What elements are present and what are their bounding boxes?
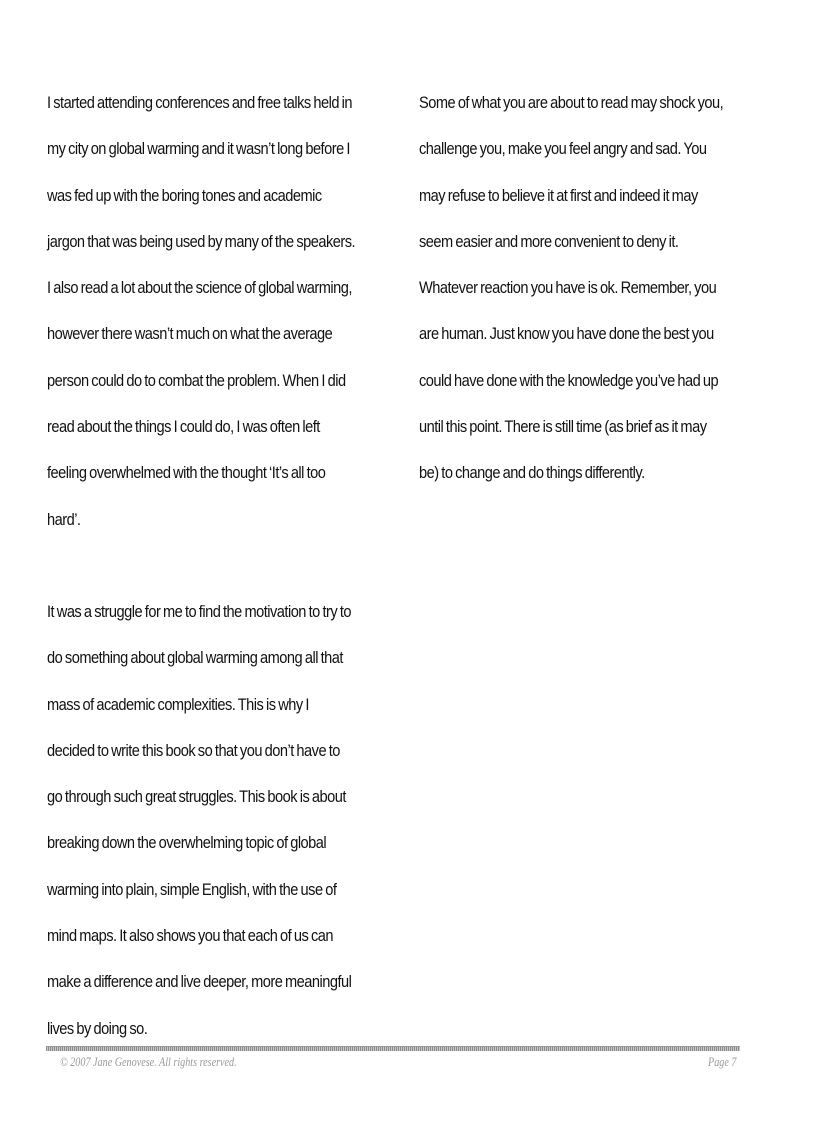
- text-line: jargon that was being used by many of the speakers.: [47, 231, 356, 251]
- text-line: Whatever reaction you have is ok. Remember, you: [419, 278, 717, 298]
- text-line: do something about global warming among all that: [47, 648, 343, 668]
- text-line: make a difference and live deeper, more meaningful: [47, 972, 352, 992]
- text-line: hard’.: [47, 509, 81, 529]
- text-line: was fed up with the boring tones and academic: [47, 185, 322, 205]
- footer-copyright: © 2007 Jane Genovese. All rights reserved.: [60, 1054, 237, 1069]
- text-line: I also read a lot about the science of global warming,: [47, 278, 352, 298]
- text-line: It was a struggle for me to find the motivation to try to: [47, 601, 351, 621]
- page-number: Page 7: [707, 1054, 736, 1069]
- text-line: Some of what you are about to read may shock you,: [419, 93, 724, 112]
- text-line: are human. Just know you have done the best you: [419, 324, 714, 344]
- text-line: read about the things I could do, I was often left: [47, 417, 320, 437]
- text-line: breaking down the overwhelming topic of global: [47, 833, 327, 853]
- text-line: my city on global warming and it wasn’t long before I: [47, 139, 350, 159]
- text-line: be) to change and do things differently.: [419, 463, 645, 483]
- text-line: until this point. There is still time (as brief as it may: [419, 417, 707, 437]
- left-column: [47, 80, 381, 1098]
- text-line: however there wasn’t much on what the average: [47, 324, 333, 344]
- body-paragraph: [47, 589, 381, 1052]
- text-line: seem easier and more convenient to deny it.: [419, 231, 679, 251]
- text-line: decided to write this book so that you don’t have to: [47, 740, 340, 760]
- text-line: mind maps. It also shows you that each of us can: [47, 926, 334, 946]
- footer-divider: [46, 1046, 740, 1051]
- text-line: mass of academic complexities. This is why I: [47, 694, 309, 714]
- text-line: lives by doing so.: [47, 1018, 148, 1038]
- text-line: could have done with the knowledge you’ve had up: [419, 370, 719, 390]
- text-line: person could do to combat the problem. When I did: [47, 370, 346, 390]
- text-line: challenge you, make you feel angry and sad. You: [419, 139, 707, 159]
- right-column: [419, 80, 753, 543]
- body-paragraph: [47, 80, 381, 543]
- text-line: feeling overwhelmed with the thought ‘It’s all too: [47, 463, 326, 483]
- text-line: may refuse to believe it at first and indeed it may: [419, 185, 698, 205]
- text-line: go through such great struggles. This book is about: [47, 787, 346, 807]
- text-line: I started attending conferences and free talks held in: [47, 93, 352, 112]
- body-paragraph: [419, 80, 753, 497]
- text-line: warming into plain, simple English, with the use of: [47, 879, 337, 899]
